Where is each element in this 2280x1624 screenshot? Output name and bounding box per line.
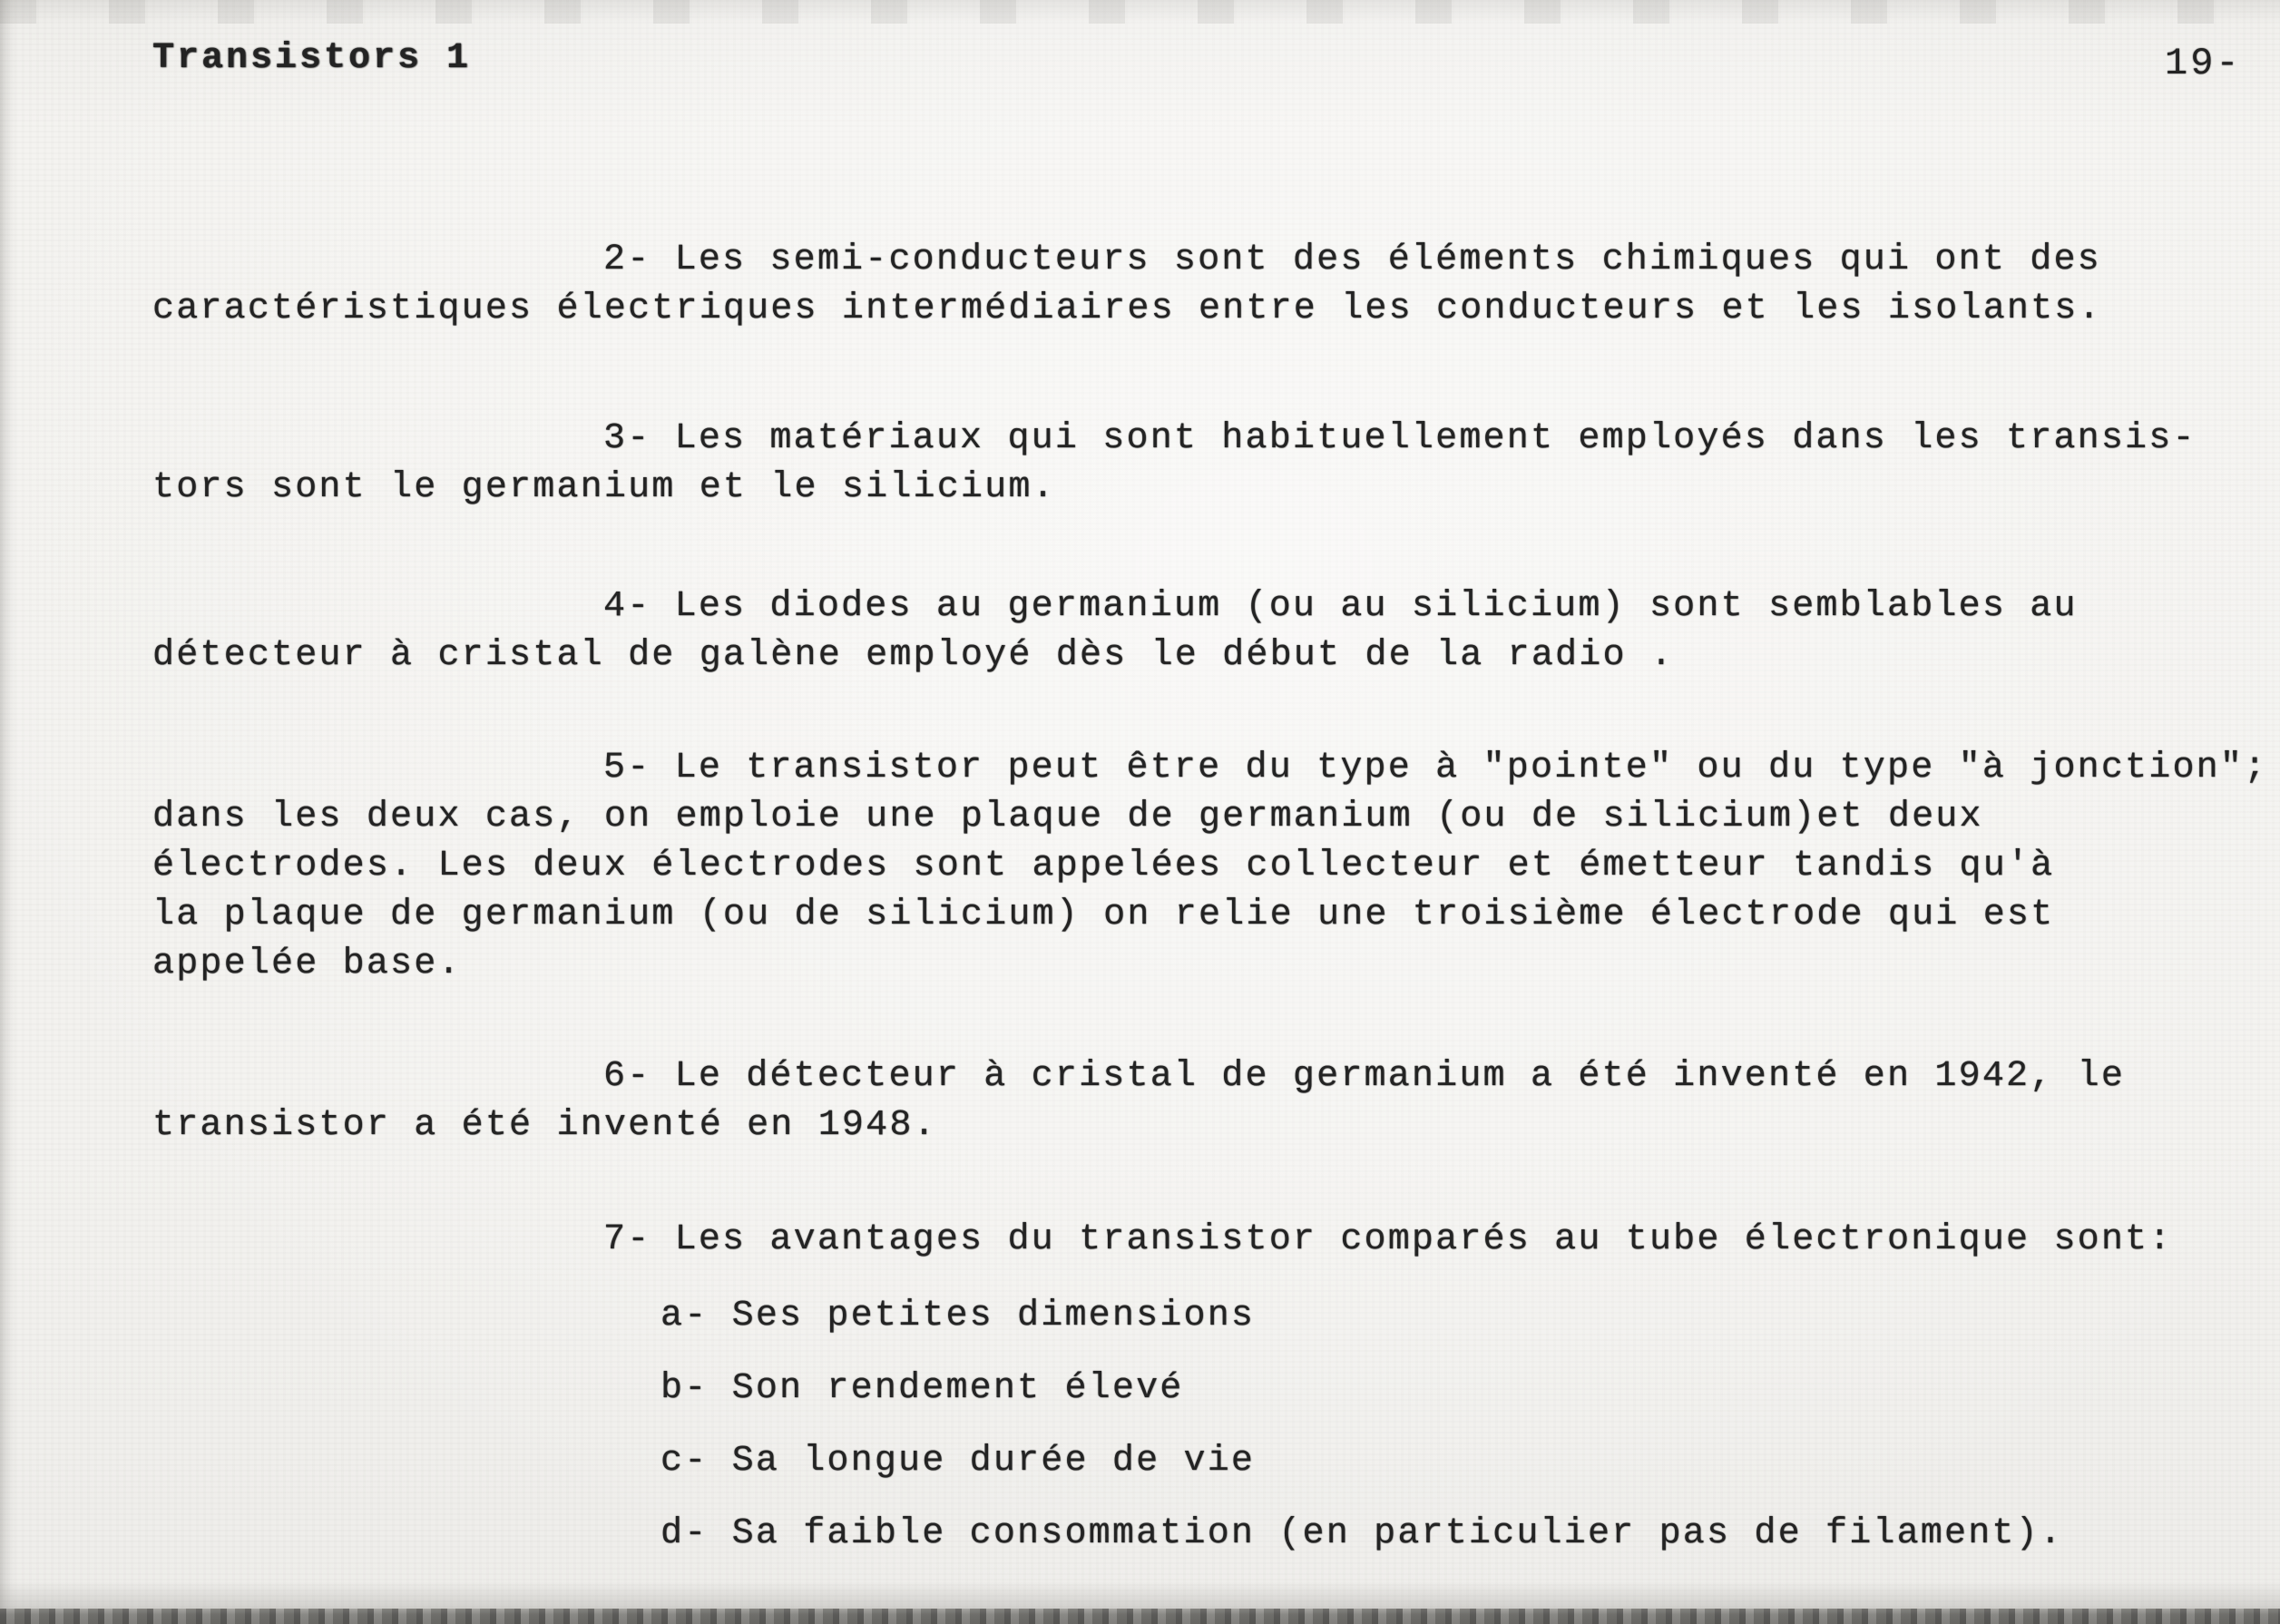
paragraph-6 xyxy=(152,1052,2280,1150)
scan-bottom-fade xyxy=(0,1581,2280,1609)
text-line: 6- Le détecteur à cristal de germanium a été inventé en 1942, le xyxy=(603,1056,2126,1097)
scan-top-edge xyxy=(0,0,2280,24)
page-number: 19- xyxy=(2165,42,2242,85)
text-line: dans les deux cas, on emploie une plaque de germanium (ou de silicium)et deux xyxy=(152,797,1983,837)
text-line: la plaque de germanium (ou de silicium) on relie une troisième électrode qui est xyxy=(152,895,2055,935)
text-line: 5- Le transistor peut être du type à "pointe" ou du type "à jonction"; xyxy=(603,748,2268,788)
text-line: détecteur à cristal de galène employé dès le début de la radio . xyxy=(152,635,1675,676)
text-line: 7- Les avantages du transistor comparés au tube électronique sont: xyxy=(603,1219,2173,1260)
list-item-d: d- Sa faible consommation (en particulier pas de filament). xyxy=(661,1513,2064,1554)
text-line: tors sont le germanium et le silicium. xyxy=(152,467,1056,508)
scan-bottom-edge xyxy=(0,1609,2280,1624)
text-line: transistor a été inventé en 1948. xyxy=(152,1105,937,1146)
paragraph-3 xyxy=(152,415,2280,513)
page-header xyxy=(152,38,2280,87)
text-line: 3- Les matériaux qui sont habituellement employés dans les transis- xyxy=(603,418,2197,459)
paragraph-4 xyxy=(152,582,2280,680)
text-line: caractéristiques électriques intermédiaires entre les conducteurs et les isolants. xyxy=(152,289,2102,329)
scan-left-edge xyxy=(0,0,16,1624)
text-line: électrodes. Les deux électrodes sont appelées collecteur et émetteur tandis qu'à xyxy=(152,846,2055,886)
paragraph-7 xyxy=(152,1216,2280,1265)
text-line: 2- Les semi-conducteurs sont des éléments chimiques qui ont des xyxy=(603,240,2101,280)
text-line: appelée base. xyxy=(152,944,462,984)
list-item-b: b- Son rendement élevé xyxy=(661,1368,1184,1409)
list-item-a: a- Ses petites dimensions xyxy=(661,1296,1256,1336)
paragraph-2 xyxy=(152,236,2280,334)
text-line: 4- Les diodes au germanium (ou au silicium) sont semblables au xyxy=(603,586,2078,627)
list-item-c: c- Sa longue durée de vie xyxy=(661,1441,1256,1482)
advantages-list xyxy=(152,1292,2280,1559)
document-title: Transistors 1 xyxy=(152,38,472,79)
paragraph-5 xyxy=(152,744,2280,989)
